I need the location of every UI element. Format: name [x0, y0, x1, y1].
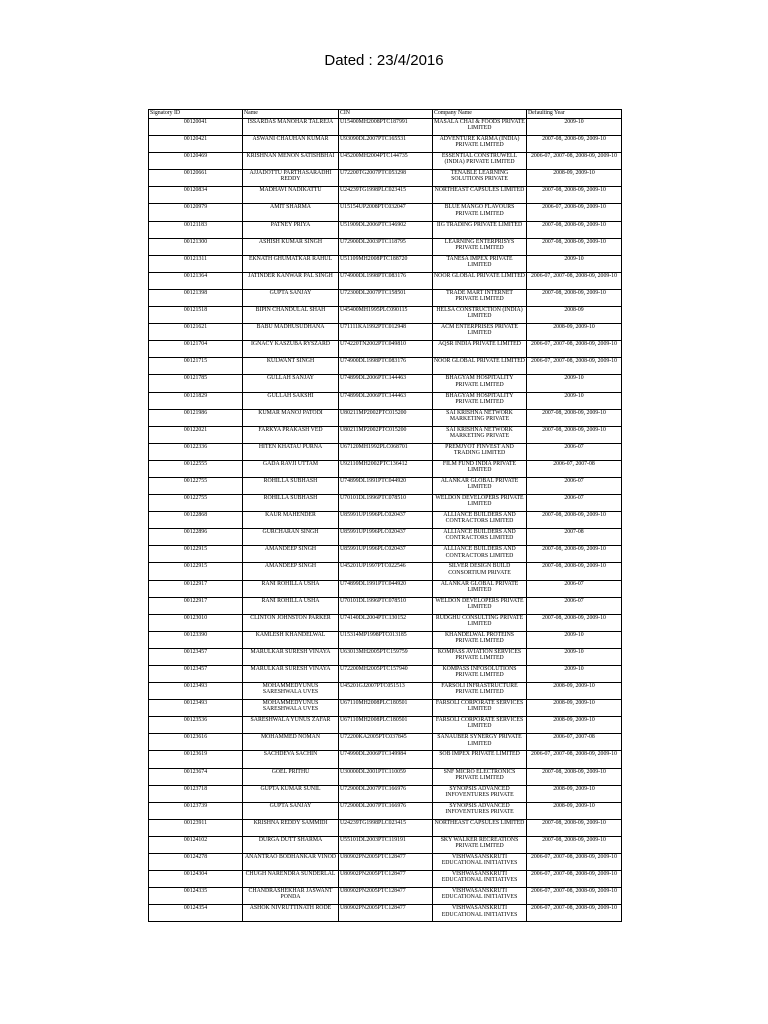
- cell-name: GUPTA SANJAY: [243, 802, 339, 819]
- cell-defaulting-year: 2009-10: [527, 119, 622, 136]
- cell-signatory-id: 00123536: [149, 717, 243, 734]
- table-row: [149, 238, 622, 255]
- cell-company-name: VISHWASANSKRUTI EDUCATIONAL INITIATIVES: [433, 871, 527, 888]
- cell-company-name: SAI KRISHNA NETWORK MARKETING PRIVATE: [433, 409, 527, 426]
- cell-name: ROHILLA SUBHASH: [243, 477, 339, 494]
- cell-cin: U15314MP1998PTC013185: [339, 631, 433, 648]
- cell-cin: U80902PN2005PTC128477: [339, 905, 433, 922]
- cell-signatory-id: 00122915: [149, 546, 243, 563]
- table-row: [149, 905, 622, 922]
- table-header-row: [149, 110, 622, 119]
- cell-defaulting-year: 2007-08, 2008-09, 2009-10: [527, 819, 622, 836]
- cell-company-name: NORTHEAST CAPSULES LIMITED: [433, 819, 527, 836]
- cell-defaulting-year: 2007-08, 2008-09, 2009-10: [527, 768, 622, 785]
- cell-name: GULLAH SANJAY: [243, 375, 339, 392]
- cell-name: GADA RAVJI UTTAM: [243, 460, 339, 477]
- table-row: [149, 289, 622, 306]
- table-row: [149, 802, 622, 819]
- cell-signatory-id: 00120661: [149, 170, 243, 187]
- cell-name: ANANTRAO BODHANKAR VINOD: [243, 854, 339, 871]
- table-row: [149, 734, 622, 751]
- cell-signatory-id: 00121715: [149, 358, 243, 375]
- cell-defaulting-year: 2008-09, 2009-10: [527, 683, 622, 700]
- cell-cin: U71111KA1992PTC012948: [339, 324, 433, 341]
- table-row: [149, 358, 622, 375]
- cell-signatory-id: 00121300: [149, 238, 243, 255]
- cell-company-name: HELSA CONSTRUCTION (INDIA) LIMITED: [433, 307, 527, 324]
- cell-defaulting-year: 2008-09: [527, 307, 622, 324]
- table-row: [149, 512, 622, 529]
- header-cin: CIN: [339, 110, 433, 119]
- table-row: [149, 477, 622, 494]
- cell-signatory-id: 00123718: [149, 785, 243, 802]
- cell-name: ROHILLA SUBHASH: [243, 495, 339, 512]
- cell-signatory-id: 00122915: [149, 563, 243, 580]
- table-row: [149, 443, 622, 460]
- table-row: [149, 136, 622, 153]
- cell-signatory-id: 00124335: [149, 888, 243, 905]
- cell-company-name: FARSOLI CORPORATE SERVICES LIMITED: [433, 717, 527, 734]
- cell-name: AMANDEEP SINGH: [243, 563, 339, 580]
- cell-signatory-id: 00123493: [149, 700, 243, 717]
- cell-name: KULWANT SINGH: [243, 358, 339, 375]
- cell-cin: U74899DL2006PTC144463: [339, 392, 433, 409]
- cell-name: AMIT SHARMA: [243, 204, 339, 221]
- cell-defaulting-year: 2008-09, 2009-10: [527, 170, 622, 187]
- table-row: [149, 631, 622, 648]
- cell-cin: U51909DL2006PTC146902: [339, 221, 433, 238]
- cell-signatory-id: 00124304: [149, 871, 243, 888]
- cell-company-name: IIG TRADING PRIVATE LIMITED: [433, 221, 527, 238]
- cell-cin: U85991UP1996PLC020437: [339, 512, 433, 529]
- cell-company-name: MASALA CHAI & FOODS PRIVATE LIMITED: [433, 119, 527, 136]
- cell-defaulting-year: 2007-08, 2008-09, 2009-10: [527, 136, 622, 153]
- cell-cin: U67120MH1992PLC068701: [339, 443, 433, 460]
- cell-company-name: ALANKAR GLOBAL PRIVATE LIMITED: [433, 580, 527, 597]
- cell-cin: U80902PN2005PTC128477: [339, 871, 433, 888]
- table-row: [149, 153, 622, 170]
- cell-cin: U67110MH2008PLC180501: [339, 717, 433, 734]
- cell-defaulting-year: 2006-07, 2007-08, 2008-09, 2009-10: [527, 153, 622, 170]
- cell-company-name: ESSENTIAL CONSTRUWELL (INDIA) PRIVATE LIMITED: [433, 153, 527, 170]
- cell-company-name: KHANDELWAL PROTEINS PRIVATE LIMITED: [433, 631, 527, 648]
- cell-cin: U45200MH2004PTC144735: [339, 153, 433, 170]
- cell-name: MARULKAR SURESH VINAYA: [243, 666, 339, 683]
- cell-company-name: NORTHEAST CAPSULES LIMITED: [433, 187, 527, 204]
- cell-name: GULLAH SAKSHI: [243, 392, 339, 409]
- cell-signatory-id: 00123493: [149, 683, 243, 700]
- cell-name: GUPTA KUMAR SUNIL: [243, 785, 339, 802]
- cell-name: ASWANI CHAUHAN KUMAR: [243, 136, 339, 153]
- cell-company-name: TRADE MART INTERNET PRIVATE LIMITED: [433, 289, 527, 306]
- cell-defaulting-year: 2007-08: [527, 529, 622, 546]
- cell-company-name: TANESA IMPEX PRIVATE LIMITED: [433, 255, 527, 272]
- cell-cin: U55101DL2003PTC119191: [339, 836, 433, 853]
- cell-defaulting-year: 2006-07, 2007-08: [527, 460, 622, 477]
- cell-company-name: PREMJYOT FINVEST AND TRADING LIMITED: [433, 443, 527, 460]
- cell-company-name: FARSOLI CORPORATE SERVICES LIMITED: [433, 700, 527, 717]
- cell-defaulting-year: 2008-09, 2009-10: [527, 324, 622, 341]
- cell-cin: U24239TG1998PLC023415: [339, 187, 433, 204]
- cell-company-name: SOB IMPEX PRIVATE LIMITED: [433, 751, 527, 768]
- table-row: [149, 307, 622, 324]
- cell-name: MOHAMMEDYUNUS SARESHWALA UVES: [243, 700, 339, 717]
- cell-cin: U70101DL1996PTC078510: [339, 597, 433, 614]
- page-title: Dated : 23/4/2016: [324, 52, 444, 69]
- cell-name: GUPTA SANJAY: [243, 289, 339, 306]
- cell-signatory-id: 00122917: [149, 597, 243, 614]
- cell-company-name: WELDON DEVELOPERS PRIVATE LIMITED: [433, 597, 527, 614]
- cell-defaulting-year: 2006-07: [527, 477, 622, 494]
- cell-defaulting-year: 2006-07, 2007-08, 2008-09, 2009-10: [527, 854, 622, 871]
- cell-signatory-id: 00121518: [149, 307, 243, 324]
- cell-cin: U74140DL2004PTC130152: [339, 614, 433, 631]
- cell-signatory-id: 00120469: [149, 153, 243, 170]
- cell-signatory-id: 00123457: [149, 666, 243, 683]
- cell-signatory-id: 00123739: [149, 802, 243, 819]
- cell-cin: U93090DL2007PTC165531: [339, 136, 433, 153]
- cell-cin: U74990DL2006PTC149984: [339, 751, 433, 768]
- cell-company-name: SYNOPSIS ADVANCED INFOVENTURES PRIVATE: [433, 785, 527, 802]
- cell-company-name: AQSR INDIA PRIVATE LIMITED: [433, 341, 527, 358]
- cell-cin: U74220TN2002PTC049810: [339, 341, 433, 358]
- table-row: [149, 751, 622, 768]
- cell-signatory-id: 00120421: [149, 136, 243, 153]
- table-row: [149, 495, 622, 512]
- cell-cin: U80902PN2005PTC128477: [339, 854, 433, 871]
- cell-company-name: SYNOPSIS ADVANCED INFOVENTURES PRIVATE: [433, 802, 527, 819]
- cell-cin: U24239TG1998PLC023415: [339, 819, 433, 836]
- cell-signatory-id: 00124278: [149, 854, 243, 871]
- cell-cin: U15400MH2008PTC187991: [339, 119, 433, 136]
- cell-signatory-id: 00122755: [149, 477, 243, 494]
- cell-signatory-id: 00123616: [149, 734, 243, 751]
- cell-defaulting-year: 2006-07, 2007-08, 2008-09, 2009-10: [527, 905, 622, 922]
- cell-defaulting-year: 2009-10: [527, 392, 622, 409]
- cell-company-name: FARSOLI INFRASTRUCTURE PRIVATE LIMITED: [433, 683, 527, 700]
- cell-name: SARESHWALA YUNUS ZAFAR: [243, 717, 339, 734]
- cell-company-name: VISHWASANSKRUTI EDUCATIONAL INITIATIVES: [433, 854, 527, 871]
- cell-company-name: ALLIANCE BUILDERS AND CONTRACTORS LIMITED: [433, 512, 527, 529]
- cell-cin: U74899DL1991PTC044920: [339, 477, 433, 494]
- cell-defaulting-year: 2009-10: [527, 666, 622, 683]
- cell-defaulting-year: 2009-10: [527, 255, 622, 272]
- cell-company-name: ALLIANCE BUILDERS AND CONTRACTORS LIMITED: [433, 546, 527, 563]
- table-row: [149, 375, 622, 392]
- cell-cin: U85991UP1996PLC020437: [339, 529, 433, 546]
- cell-name: JATINDER KANWAR PAL SINGH: [243, 272, 339, 289]
- cell-cin: U67110MH2008PLC180501: [339, 700, 433, 717]
- table-row: [149, 666, 622, 683]
- cell-defaulting-year: 2006-07: [527, 495, 622, 512]
- table-row: [149, 409, 622, 426]
- cell-name: AJJADOTTU PARTHASARADHI REDDY: [243, 170, 339, 187]
- cell-name: GOEL PRITHU: [243, 768, 339, 785]
- cell-company-name: ACM ENTERPRISES PRIVATE LIMITED: [433, 324, 527, 341]
- cell-signatory-id: 00121785: [149, 375, 243, 392]
- cell-defaulting-year: 2006-07: [527, 443, 622, 460]
- cell-defaulting-year: 2007-08, 2008-09, 2009-10: [527, 221, 622, 238]
- cell-signatory-id: 00122896: [149, 529, 243, 546]
- cell-signatory-id: 00121986: [149, 409, 243, 426]
- table-row: [149, 836, 622, 853]
- cell-name: MOHAMMED NOMAN: [243, 734, 339, 751]
- cell-company-name: VISHWASANSKRUTI EDUCATIONAL INITIATIVES: [433, 905, 527, 922]
- table-row: [149, 341, 622, 358]
- cell-cin: U70101DL1996PTC078510: [339, 495, 433, 512]
- table-row: [149, 768, 622, 785]
- cell-signatory-id: 00122021: [149, 426, 243, 443]
- cell-cin: U72300DL2007PTC158501: [339, 289, 433, 306]
- cell-signatory-id: 00122917: [149, 580, 243, 597]
- cell-defaulting-year: 2007-08, 2008-09, 2009-10: [527, 563, 622, 580]
- cell-signatory-id: 00121183: [149, 221, 243, 238]
- table-row: [149, 700, 622, 717]
- cell-cin: U72200MH2005PTC157940: [339, 666, 433, 683]
- cell-name: HITEN KHATAU PURNA: [243, 443, 339, 460]
- cell-cin: U51109MH2008PTC188720: [339, 255, 433, 272]
- cell-cin: U45400MH1995PLC090115: [339, 307, 433, 324]
- cell-defaulting-year: 2007-08, 2008-09, 2009-10: [527, 426, 622, 443]
- table-row: [149, 563, 622, 580]
- cell-name: IGNACY KASZUBA RYSZARD: [243, 341, 339, 358]
- cell-name: RANI ROHILLA USHA: [243, 597, 339, 614]
- cell-defaulting-year: 2009-10: [527, 648, 622, 665]
- cell-cin: U45201UP1997PTC022546: [339, 563, 433, 580]
- cell-signatory-id: 00121829: [149, 392, 243, 409]
- table-row: [149, 272, 622, 289]
- cell-signatory-id: 00123674: [149, 768, 243, 785]
- cell-name: RANI ROHILLA USHA: [243, 580, 339, 597]
- cell-company-name: FILM FUND INDIA PRIVATE LIMITED: [433, 460, 527, 477]
- cell-cin: U15154UP2008PTC032047: [339, 204, 433, 221]
- cell-defaulting-year: 2008-09, 2009-10: [527, 802, 622, 819]
- table-row: [149, 187, 622, 204]
- cell-signatory-id: 00122336: [149, 443, 243, 460]
- cell-company-name: ALANKAR GLOBAL PRIVATE LIMITED: [433, 477, 527, 494]
- table-row: [149, 614, 622, 631]
- cell-name: ASHISH KUMAR SINGH: [243, 238, 339, 255]
- cell-defaulting-year: 2006-07, 2007-08, 2008-09, 2009-10: [527, 888, 622, 905]
- cell-name: KAMLESH KHANDELWAL: [243, 631, 339, 648]
- table-row: [149, 717, 622, 734]
- cell-name: BABU MADHUSUDHANA: [243, 324, 339, 341]
- cell-name: AMANDEEP SINGH: [243, 546, 339, 563]
- cell-defaulting-year: 2007-08, 2008-09, 2009-10: [527, 187, 622, 204]
- cell-name: KAUR MAHENDER: [243, 512, 339, 529]
- table-row: [149, 392, 622, 409]
- cell-signatory-id: 00121364: [149, 272, 243, 289]
- cell-name: ASHOK NIVRUTTINATH RODE: [243, 905, 339, 922]
- cell-signatory-id: 00121311: [149, 255, 243, 272]
- table-row: [149, 119, 622, 136]
- table-row: [149, 529, 622, 546]
- table-row: [149, 683, 622, 700]
- cell-company-name: SNF MICRO ELECTRONICS PRIVATE LIMITED: [433, 768, 527, 785]
- cell-signatory-id: 00121704: [149, 341, 243, 358]
- table-row: [149, 819, 622, 836]
- cell-signatory-id: 00122868: [149, 512, 243, 529]
- cell-name: CLINTON JOHNSTON PARKER: [243, 614, 339, 631]
- cell-defaulting-year: 2007-08, 2008-09, 2009-10: [527, 238, 622, 255]
- cell-defaulting-year: 2007-08, 2008-09, 2009-10: [527, 512, 622, 529]
- cell-name: KUMAR MANOJ PATODI: [243, 409, 339, 426]
- cell-name: MARULKAR SURESH VINAYA: [243, 648, 339, 665]
- cell-cin: U74899DL1991PTC044920: [339, 580, 433, 597]
- cell-signatory-id: 00123390: [149, 631, 243, 648]
- cell-company-name: KOMPASS INFOSOLUTIONS PRIVATE LIMITED: [433, 666, 527, 683]
- cell-company-name: BHAGYAM HOSPITALITY PRIVATE LIMITED: [433, 392, 527, 409]
- cell-name: GURCHARAN SINGH: [243, 529, 339, 546]
- cell-company-name: ALLIANCE BUILDERS AND CONTRACTORS LIMITED: [433, 529, 527, 546]
- table-row: [149, 170, 622, 187]
- cell-name: KRISHNAN MENON SATISHBHAI: [243, 153, 339, 170]
- cell-name: MADHAVI NADIKATTU: [243, 187, 339, 204]
- cell-defaulting-year: 2006-07, 2007-08, 2008-09, 2009-10: [527, 272, 622, 289]
- cell-company-name: BHAGYAM HOSPITALITY PRIVATE LIMITED: [433, 375, 527, 392]
- table-row: [149, 324, 622, 341]
- cell-company-name: VISHWASANSKRUTI EDUCATIONAL INITIATIVES: [433, 888, 527, 905]
- cell-signatory-id: 00120979: [149, 204, 243, 221]
- table-row: [149, 255, 622, 272]
- table-row: [149, 580, 622, 597]
- cell-signatory-id: 00122755: [149, 495, 243, 512]
- cell-name: KRISHNA REDDY SAMMIDI: [243, 819, 339, 836]
- cell-defaulting-year: 2006-07, 2007-08, 2008-09, 2009-10: [527, 358, 622, 375]
- cell-company-name: ADVENTURE KARMA (INDIA) PRIVATE LIMITED: [433, 136, 527, 153]
- cell-signatory-id: 00123911: [149, 819, 243, 836]
- cell-name: FARKYA PRAKASH VED: [243, 426, 339, 443]
- table-row: [149, 785, 622, 802]
- cell-name: EKNATH GHUMATKAR RAHUL: [243, 255, 339, 272]
- cell-company-name: WELDON DEVELOPERS PRIVATE LIMITED: [433, 495, 527, 512]
- table-row: [149, 854, 622, 871]
- defaulting-signatories-table: [148, 109, 622, 922]
- table-row: [149, 597, 622, 614]
- cell-cin: U30000DL2001PTC110059: [339, 768, 433, 785]
- cell-defaulting-year: 2009-10: [527, 631, 622, 648]
- cell-defaulting-year: 2008-09, 2009-10: [527, 717, 622, 734]
- cell-signatory-id: 00123619: [149, 751, 243, 768]
- cell-company-name: NOOR GLOBAL PRIVATE LIMITED: [433, 272, 527, 289]
- cell-defaulting-year: 2007-08, 2008-09, 2009-10: [527, 614, 622, 631]
- cell-defaulting-year: 2007-08, 2008-09, 2009-10: [527, 409, 622, 426]
- cell-company-name: RUDGHU CONSULTING PRIVATE LIMITED: [433, 614, 527, 631]
- cell-cin: U74900DL1998PTC083176: [339, 272, 433, 289]
- cell-company-name: SANAUBER SYNERGY PRIVATE LIMITED: [433, 734, 527, 751]
- cell-defaulting-year: 2006-07, 2007-08, 2008-09, 2009-10: [527, 341, 622, 358]
- table-row: [149, 221, 622, 238]
- cell-cin: U92110MH2002PTC136412: [339, 460, 433, 477]
- table-body: [149, 119, 622, 922]
- cell-signatory-id: 00124354: [149, 905, 243, 922]
- cell-signatory-id: 00121398: [149, 289, 243, 306]
- cell-defaulting-year: 2006-07, 2007-08: [527, 734, 622, 751]
- cell-company-name: SILVER DESIGN BUILD CONSORTIUM PRIVATE: [433, 563, 527, 580]
- cell-cin: U80211MP2002PTC015200: [339, 409, 433, 426]
- header-company-name: Company Name: [433, 110, 527, 119]
- cell-cin: U80902PN2005PTC128477: [339, 888, 433, 905]
- table-row: [149, 871, 622, 888]
- cell-name: MOHAMMEDYUNUS SARESHWALA UVES: [243, 683, 339, 700]
- cell-defaulting-year: 2006-07, 2008-09, 2009-10: [527, 204, 622, 221]
- cell-signatory-id: 00120834: [149, 187, 243, 204]
- cell-name: DURGA DUTT SHARMA: [243, 836, 339, 853]
- table-row: [149, 460, 622, 477]
- cell-cin: U72900DL2007PTC166976: [339, 802, 433, 819]
- cell-defaulting-year: 2006-07: [527, 597, 622, 614]
- cell-cin: U72900DL2007PTC166976: [339, 785, 433, 802]
- cell-name: PATNEY PRIYA: [243, 221, 339, 238]
- cell-cin: U80211MP2002PTC015200: [339, 426, 433, 443]
- cell-cin: U72200KA2005PTC037845: [339, 734, 433, 751]
- cell-company-name: KOMPASS AVIATION SERVICES PRIVATE LIMITED: [433, 648, 527, 665]
- table-row: [149, 426, 622, 443]
- cell-cin: U72900DL2003PTC118795: [339, 238, 433, 255]
- cell-defaulting-year: 2009-10: [527, 375, 622, 392]
- cell-defaulting-year: 2007-08, 2008-09, 2009-10: [527, 289, 622, 306]
- cell-cin: U74899DL2006PTC144463: [339, 375, 433, 392]
- cell-company-name: SKY WALKER RECREATIONS PRIVATE LIMITED: [433, 836, 527, 853]
- cell-name: CHUGH NARENDRA SUNDERLAL: [243, 871, 339, 888]
- cell-defaulting-year: 2006-07, 2007-08, 2008-09, 2009-10: [527, 871, 622, 888]
- cell-cin: U45201GJ2007PTC051513: [339, 683, 433, 700]
- cell-signatory-id: 00124102: [149, 836, 243, 853]
- cell-cin: U85991UP1996PLC020437: [339, 546, 433, 563]
- cell-company-name: BLUE MANGO FLAVOURS PRIVATE LIMITED: [433, 204, 527, 221]
- table-row: [149, 546, 622, 563]
- cell-cin: U74900DL1998PTC083176: [339, 358, 433, 375]
- header-signatory-id: Signatory ID: [149, 110, 243, 119]
- cell-signatory-id: 00123457: [149, 648, 243, 665]
- header-name: Name: [243, 110, 339, 119]
- cell-company-name: TENABLE LEARNING SOLUTIONS PRIVATE: [433, 170, 527, 187]
- cell-signatory-id: 00123010: [149, 614, 243, 631]
- cell-cin: U72200TG2007PTC053298: [339, 170, 433, 187]
- cell-defaulting-year: 2008-09, 2009-10: [527, 700, 622, 717]
- cell-defaulting-year: 2006-07, 2007-08, 2008-09, 2009-10: [527, 751, 622, 768]
- cell-name: BIPIN CHANDULAL SHAH: [243, 307, 339, 324]
- cell-defaulting-year: 2008-09, 2009-10: [527, 785, 622, 802]
- cell-name: SACHDEVA SACHIN: [243, 751, 339, 768]
- cell-name: ISSARDAS MANOHAR TALREJA: [243, 119, 339, 136]
- table-row: [149, 888, 622, 905]
- cell-company-name: LEARNING ENTERPRISYS PRIVATE LIMITED: [433, 238, 527, 255]
- table-row: [149, 648, 622, 665]
- cell-defaulting-year: 2007-08, 2008-09, 2009-10: [527, 546, 622, 563]
- table-row: [149, 204, 622, 221]
- cell-name: CHANDRASHEKHAR JASWANT PONDA: [243, 888, 339, 905]
- header-defaulting-year: Defaulting Year: [527, 110, 622, 119]
- cell-defaulting-year: 2007-08, 2008-09, 2009-10: [527, 836, 622, 853]
- cell-signatory-id: 00120041: [149, 119, 243, 136]
- cell-signatory-id: 00122555: [149, 460, 243, 477]
- cell-cin: U63013MH2005PTC159759: [339, 648, 433, 665]
- cell-company-name: SAI KRISHNA NETWORK MARKETING PRIVATE: [433, 426, 527, 443]
- cell-signatory-id: 00121621: [149, 324, 243, 341]
- cell-company-name: NOOR GLOBAL PRIVATE LIMITED: [433, 358, 527, 375]
- cell-defaulting-year: 2006-07: [527, 580, 622, 597]
